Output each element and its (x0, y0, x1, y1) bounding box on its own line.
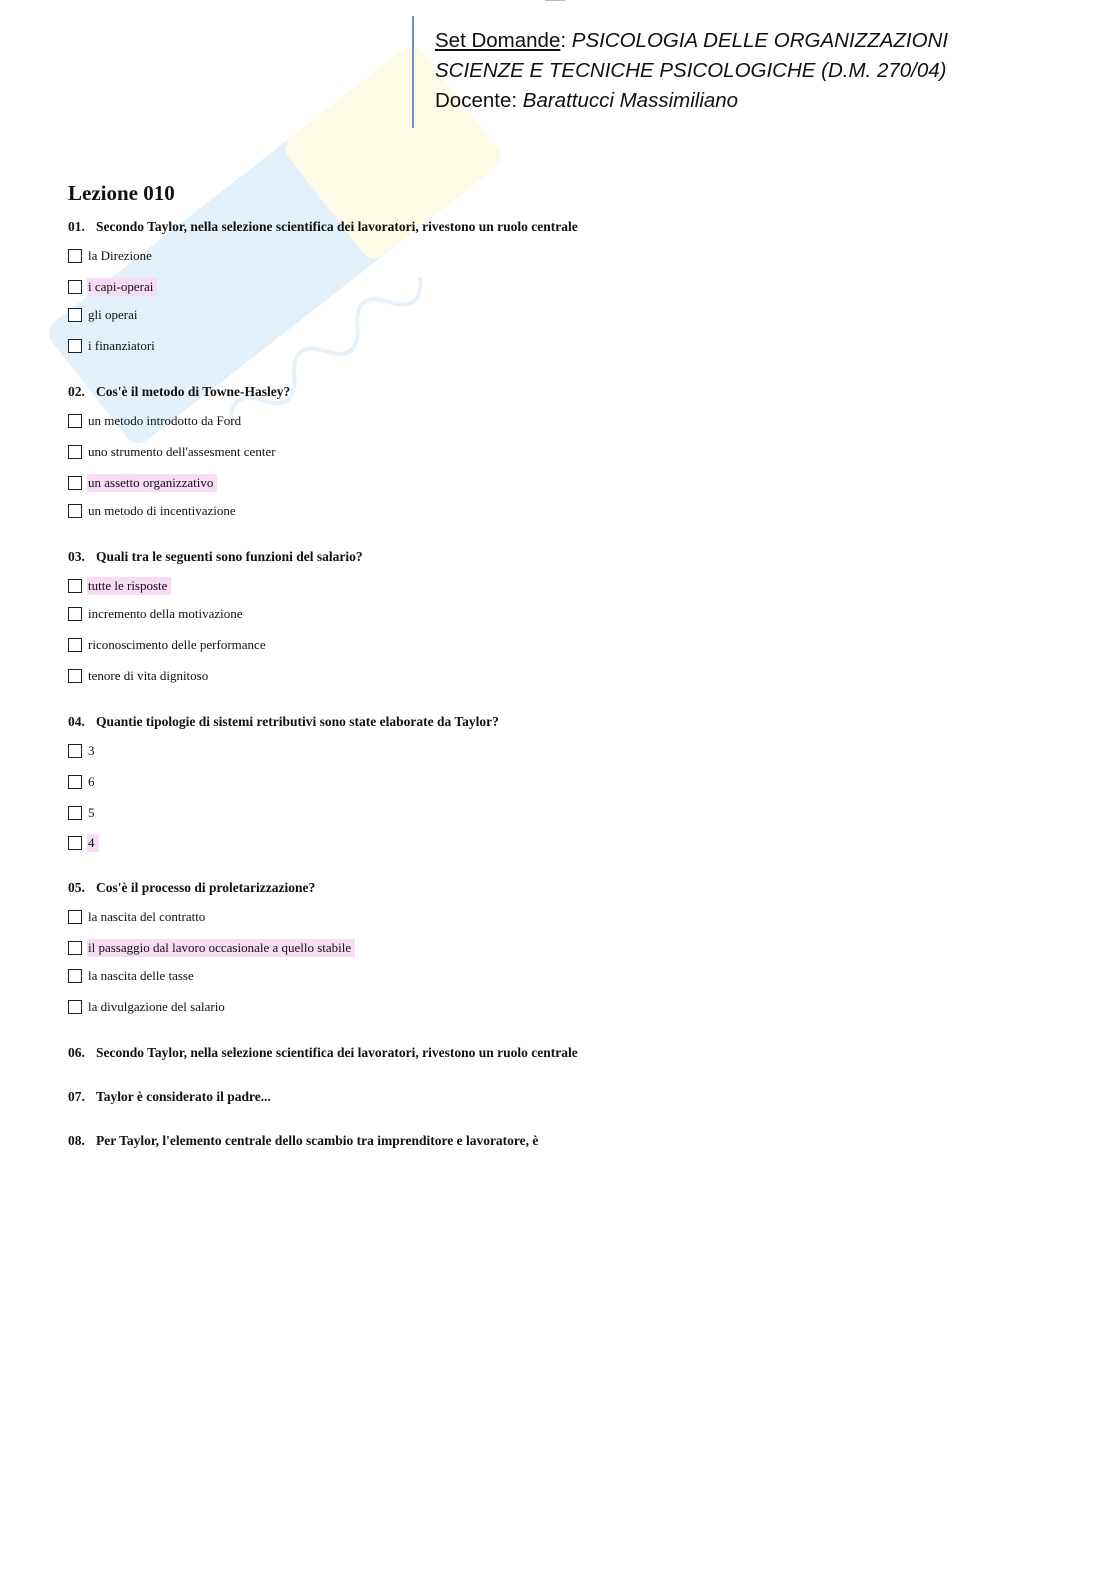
question-text: Cos'è il processo di proletarizzazione? (96, 880, 316, 895)
set-separator: : (560, 29, 567, 52)
lesson-title: Lezione 010 (68, 181, 175, 205)
option-label: i finanziatori (88, 338, 155, 353)
option-label: la nascita delle tasse (88, 968, 194, 983)
checkbox[interactable] (68, 941, 82, 955)
option-label: 5 (88, 805, 95, 820)
answer-option[interactable] (68, 278, 157, 296)
question-number: 06. (68, 1045, 85, 1060)
option-label-highlighted: 4 (87, 834, 99, 852)
option-label: 3 (88, 743, 95, 758)
checkbox[interactable] (68, 280, 82, 294)
answer-option[interactable] (68, 247, 156, 265)
checkbox[interactable] (68, 669, 82, 683)
answer-option[interactable] (68, 502, 240, 520)
question-number: 05. (68, 880, 85, 895)
question-number: 03. (68, 549, 85, 564)
question-title (68, 1133, 538, 1149)
answer-option[interactable] (68, 605, 247, 623)
answer-option[interactable] (68, 834, 99, 852)
checkbox[interactable] (68, 476, 82, 490)
answer-option[interactable] (68, 742, 99, 760)
checkbox[interactable] (68, 1000, 82, 1014)
question-title (68, 714, 499, 730)
question-text: Secondo Taylor, nella selezione scientifica dei lavoratori, rivestono un ruolo centrale (96, 219, 578, 234)
checkbox[interactable] (68, 910, 82, 924)
question-number: 01. (68, 219, 85, 234)
question-number: 04. (68, 714, 85, 729)
option-label: la divulgazione del salario (88, 999, 225, 1014)
option-label: un metodo introdotto da Ford (88, 413, 242, 428)
answer-option[interactable] (68, 998, 229, 1016)
answer-option[interactable] (68, 967, 198, 985)
option-label: la nascita del contratto (88, 909, 206, 924)
question-number: 02. (68, 384, 85, 399)
question-text: Per Taylor, l'elemento centrale dello scambio tra imprenditore e lavoratore, è (96, 1133, 539, 1148)
teacher-label: Docente: (435, 89, 518, 112)
checkbox[interactable] (68, 806, 82, 820)
header-teacher-line (435, 86, 1075, 116)
checkbox[interactable] (68, 579, 82, 593)
checkbox[interactable] (68, 504, 82, 518)
option-label: la Direzione (88, 248, 152, 263)
checkbox[interactable] (68, 414, 82, 428)
set-label: Set Domande (435, 29, 561, 52)
program-name: SCIENZE E TECNICHE PSICOLOGICHE (D.M. 270/04) (435, 59, 947, 82)
header-program-line (435, 56, 1075, 86)
option-label: 6 (88, 774, 95, 789)
question-title (68, 1089, 271, 1105)
answer-option[interactable] (68, 939, 355, 957)
top-mark (545, 0, 565, 4)
checkbox[interactable] (68, 775, 82, 789)
option-label: tenore di vita dignitoso (88, 668, 209, 683)
option-label: riconoscimento delle performance (88, 637, 266, 652)
question-number: 08. (68, 1133, 85, 1148)
question-title (68, 1045, 578, 1061)
checkbox[interactable] (68, 339, 82, 353)
answer-option[interactable] (68, 773, 99, 791)
option-label: un metodo di incentivazione (88, 503, 236, 518)
answer-option[interactable] (68, 908, 209, 926)
question-text: Taylor è considerato il padre... (96, 1089, 271, 1104)
option-label-highlighted: tutte le risposte (87, 577, 171, 595)
course-name: PSICOLOGIA DELLE ORGANIZZAZIONI (571, 29, 949, 52)
question-number: 07. (68, 1089, 85, 1104)
teacher-name: Barattucci Massimiliano (522, 89, 739, 112)
answer-option[interactable] (68, 804, 99, 822)
option-label-highlighted: un assetto organizzativo (87, 474, 217, 492)
answer-option[interactable] (68, 443, 280, 461)
header-rule (412, 16, 414, 128)
document-header (435, 26, 1075, 116)
question-text: Quantie tipologie di sistemi retributivi sono state elaborate da Taylor? (96, 714, 499, 729)
answer-option[interactable] (68, 577, 171, 595)
question-text: Quali tra le seguenti sono funzioni del salario? (96, 549, 363, 564)
answer-option[interactable] (68, 636, 270, 654)
question-title (68, 880, 315, 896)
question-title (68, 384, 290, 400)
header-course-line (435, 26, 1075, 56)
checkbox[interactable] (68, 607, 82, 621)
answer-option[interactable] (68, 337, 159, 355)
checkbox[interactable] (68, 638, 82, 652)
checkbox[interactable] (68, 744, 82, 758)
checkbox[interactable] (68, 249, 82, 263)
checkbox[interactable] (68, 308, 82, 322)
answer-option[interactable] (68, 412, 245, 430)
option-label: gli operai (88, 307, 138, 322)
option-label: incremento della motivazione (88, 606, 243, 621)
answer-option[interactable] (68, 474, 217, 492)
checkbox[interactable] (68, 969, 82, 983)
question-text: Cos'è il metodo di Towne-Hasley? (96, 384, 291, 399)
option-label-highlighted: i capi-operai (87, 278, 157, 296)
answer-option[interactable] (68, 306, 141, 324)
checkbox[interactable] (68, 836, 82, 850)
checkbox[interactable] (68, 445, 82, 459)
question-text: Secondo Taylor, nella selezione scientifica dei lavoratori, rivestono un ruolo centrale (96, 1045, 578, 1060)
option-label: uno strumento dell'assesment center (88, 444, 276, 459)
option-label-highlighted: il passaggio dal lavoro occasionale a quello stabile (87, 939, 355, 957)
question-title (68, 219, 578, 235)
answer-option[interactable] (68, 667, 212, 685)
question-title (68, 549, 363, 565)
